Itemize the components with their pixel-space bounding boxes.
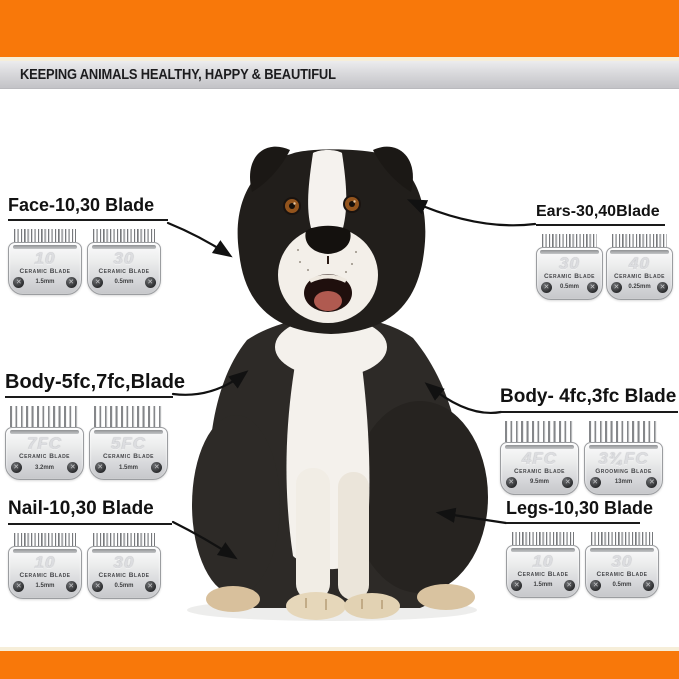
blade-row [8,533,172,599]
blade-hinge-bar [610,250,669,254]
blade-screw-row [590,580,653,591]
blade-type-label: Ceramic Blade [19,571,71,579]
blade-type-label: Ceramic Blade [102,453,155,460]
blade-teeth [512,532,574,545]
blade-type-label: Ceramic Blade [513,467,566,475]
screw-icon: ✕ [145,277,156,288]
clipper-blade-10 [8,229,82,295]
blade-mm-label: 1.5mm [35,279,55,286]
screw-icon: ✕ [590,477,601,488]
blade-screw-row [541,282,598,293]
blade-size-number: 5FC [110,434,147,453]
blade-mm-label: 1.5mm [35,583,55,590]
blade-row [8,229,168,295]
label-underline [8,219,168,221]
blade-screw-row [13,277,76,288]
screw-icon: ✕ [564,580,575,591]
blade-type-label: Ceramic Blade [18,453,71,460]
blade-mm-label: 0.5mm [114,583,134,590]
blade-size-number: 3¾FC [598,448,649,468]
group-label: Ears-30,40Blade [536,203,660,220]
blade-plate [5,427,84,480]
screw-icon: ✕ [657,282,668,293]
blade-type-label: Ceramic Blade [543,272,596,280]
blade-screw-row [611,282,668,293]
blade-screw-row [13,581,76,592]
blade-teeth [505,421,574,442]
screw-icon: ✕ [66,277,77,288]
blade-mm-label: 0.5mm [114,279,134,286]
screw-icon: ✕ [587,282,598,293]
blade-screw-row [511,580,574,591]
screw-icon: ✕ [590,580,601,591]
blade-group-ears [536,203,673,300]
screw-icon: ✕ [145,581,156,592]
clipper-blade-3¾fc [584,421,663,495]
clipper-blade-5fc [89,406,168,480]
blade-mm-label: 0.5mm [612,582,632,589]
screw-icon: ✕ [13,581,24,592]
clipper-blade-7fc [5,406,84,480]
blade-group-body-left [5,371,185,480]
headline-text: KEEPING ANIMALS HEALTHY, HAPPY & BEAUTIFUL [20,66,336,83]
group-label: Body- 4fc,3fc Blade [500,386,677,407]
screw-icon: ✕ [506,477,517,488]
blade-type-label: Ceramic Blade [517,570,569,578]
label-underline [536,224,665,226]
clipper-blade-30 [536,234,603,300]
clipper-blade-10 [506,532,580,598]
screw-icon: ✕ [646,477,657,488]
blade-plate [8,546,82,599]
group-label: Nail-10,30 Blade [8,498,154,519]
label-underline [8,523,172,525]
blade-plate [87,242,161,295]
label-underline [5,396,173,398]
blade-mm-label: 9.5mm [529,479,549,486]
blade-size-number: 30 [113,248,135,268]
clipper-blade-4fc [500,421,579,495]
blade-screw-row [92,277,155,288]
group-label: Body-5fc,7fc,Blade [5,371,186,393]
screw-icon: ✕ [95,462,106,473]
blade-screw-row [506,477,574,488]
blade-mm-label: 13mm [614,479,633,486]
blade-plate [87,546,161,599]
bottom-orange-bar [0,651,679,679]
blade-type-label: Ceramic Blade [98,267,150,275]
blade-teeth [542,234,597,247]
top-orange-bar [0,0,679,57]
blade-teeth [589,421,658,442]
blade-mm-label: 0.25mm [628,284,651,291]
blade-mm-label: 3.2mm [34,464,54,471]
blade-group-legs [506,499,659,598]
blade-teeth [93,229,155,242]
blade-teeth [612,234,667,247]
blade-mm-label: 0.5mm [559,284,579,291]
blade-plate [536,247,603,300]
blade-teeth [94,406,163,427]
clipper-blade-10 [8,533,82,599]
clipper-blade-30 [87,229,161,295]
blade-type-label: Ceramic Blade [596,570,648,578]
blade-screw-row [92,581,155,592]
blade-plate [89,427,168,480]
screw-icon: ✕ [92,581,103,592]
group-label: Face-10,30 Blade [8,195,155,215]
headline-banner [0,61,679,89]
blade-row [5,406,185,480]
screw-icon: ✕ [541,282,552,293]
blade-screw-row [11,462,79,473]
dog-photo [187,147,488,621]
blade-size-number: 10 [34,248,56,268]
blade-teeth [591,532,653,545]
blade-hinge-bar [540,250,599,254]
blade-size-number: 30 [559,253,580,273]
blade-row [506,532,659,598]
arrow-ears [411,201,535,225]
label-underline [506,522,640,524]
screw-icon: ✕ [611,282,622,293]
screw-icon: ✕ [511,580,522,591]
clipper-blade-40 [606,234,673,300]
label-underline [500,411,678,413]
blade-size-number: 10 [34,552,56,572]
screw-icon: ✕ [151,462,162,473]
blade-plate [584,442,663,495]
blade-type-label: Ceramic Blade [98,571,150,579]
screw-icon: ✕ [11,462,22,473]
blade-plate [500,442,579,495]
screw-icon: ✕ [643,580,654,591]
blade-row [500,421,678,495]
blade-plate [606,247,673,300]
blade-plate [8,242,82,295]
blade-plate [585,545,659,598]
screw-icon: ✕ [92,277,103,288]
blade-type-label: Ceramic Blade [19,267,71,275]
blade-mm-label: 1.5mm [118,464,138,471]
blade-mm-label: 1.5mm [533,582,553,589]
blade-teeth [93,533,155,546]
blade-teeth [14,229,76,242]
clipper-blade-30 [87,533,161,599]
blade-plate [506,545,580,598]
blade-size-number: 30 [113,552,135,572]
screw-icon: ✕ [67,462,78,473]
clipper-blade-30 [585,532,659,598]
blade-screw-row [590,477,658,488]
arrow-face [168,223,229,255]
blade-size-number: 10 [532,551,554,571]
blade-teeth [14,533,76,546]
screw-icon: ✕ [562,477,573,488]
blade-size-number: 40 [629,253,650,273]
screw-icon: ✕ [13,277,24,288]
blade-size-number: 4FC [521,448,558,468]
blade-size-number: 30 [611,551,633,571]
blade-group-nail [8,499,172,599]
blade-teeth [10,406,79,427]
screw-icon: ✕ [66,581,77,592]
group-label: Legs-10,30 Blade [506,498,654,518]
blade-row [536,234,673,300]
blade-type-label: Ceramic Blade [613,272,666,280]
blade-type-label: Grooming Blade [595,467,652,475]
blade-screw-row [95,462,163,473]
blade-group-body-right [500,387,678,495]
blade-size-number: 7FC [26,434,63,453]
blade-group-face [8,196,168,295]
